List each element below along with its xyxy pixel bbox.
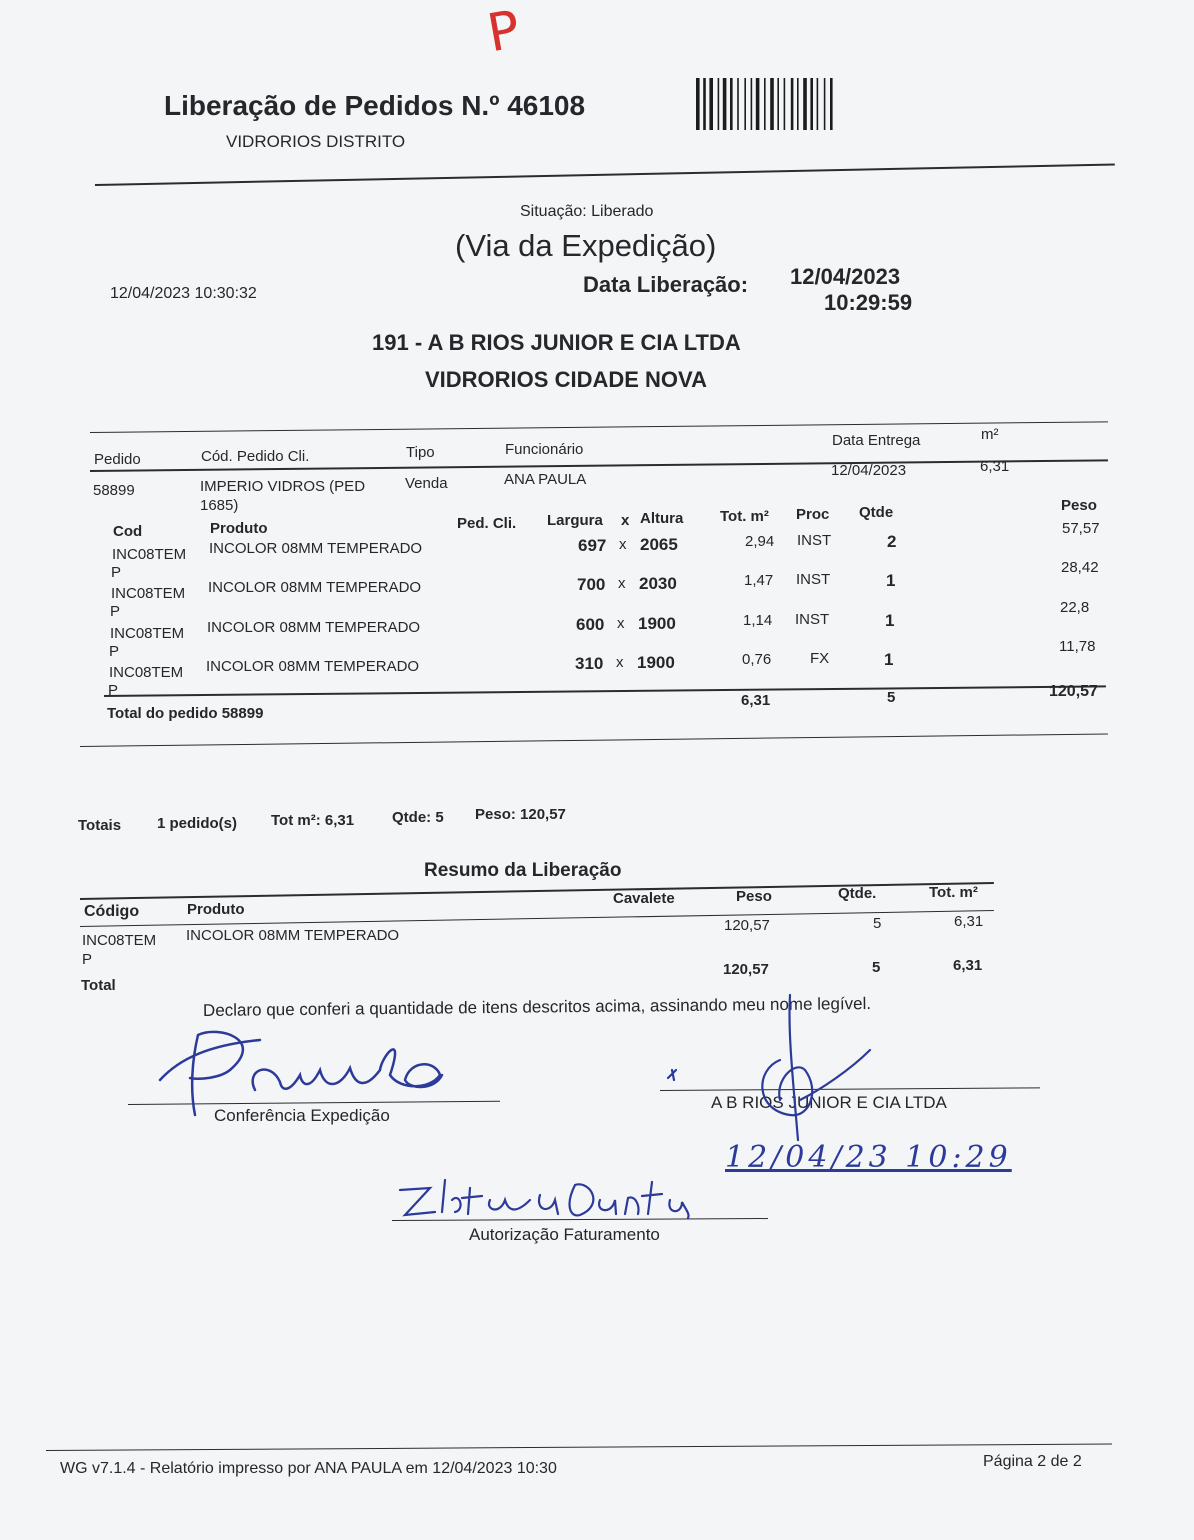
item-width: 697 <box>578 536 607 555</box>
item-code: INC08TEM <box>112 546 187 563</box>
order-client-code-1: IMPERIO VIDROS (PED <box>200 478 366 495</box>
item-area: 1,14 <box>743 612 773 629</box>
item-code-suffix: P <box>111 564 122 581</box>
totals-orders: 1 pedido(s) <box>157 815 238 832</box>
item-width: 310 <box>575 654 604 673</box>
item-weight: 28,42 <box>1061 559 1099 576</box>
summary-col-qtde: Qtde. <box>838 885 877 902</box>
items-col-x: x <box>621 512 630 529</box>
item-process: INST <box>797 532 832 549</box>
release-date: 12/04/2023 <box>790 264 901 289</box>
summary-row-weight: 120,57 <box>724 917 770 934</box>
order-total-line <box>104 685 1106 697</box>
items-col-largura: Largura <box>547 512 603 529</box>
branch-name: VIDRORIOS DISTRITO <box>226 132 406 151</box>
item-qty: 1 <box>884 650 894 669</box>
order-total-label: Total do pedido 58899 <box>107 705 264 722</box>
totals-weight: Peso: 120,57 <box>475 806 566 823</box>
item-x: x <box>618 575 626 592</box>
items-col-peso: Peso <box>1061 497 1097 514</box>
summary-title: Resumo da Liberação <box>424 860 622 881</box>
item-height: 1900 <box>637 653 675 672</box>
order-m2: 6,31 <box>980 458 1010 475</box>
item-process: INST <box>796 571 831 588</box>
items-col-cod: Cod <box>113 523 143 540</box>
item-product: INCOLOR 08MM TEMPERADO <box>208 579 422 596</box>
footer-line <box>46 1443 1112 1451</box>
col-data-entrega: Data Entrega <box>832 432 921 449</box>
item-code-suffix: P <box>109 643 120 660</box>
items-col-altura: Altura <box>640 510 684 527</box>
order-delivery-date: 12/04/2023 <box>831 462 907 479</box>
item-weight: 11,78 <box>1059 638 1096 655</box>
items-col-produto: Produto <box>210 520 268 537</box>
summary-total-qtde: 5 <box>872 959 881 976</box>
signature-client <box>660 990 890 1150</box>
release-time: 10:29:59 <box>824 290 913 315</box>
item-weight: 22,8 <box>1060 599 1090 616</box>
copy-type: (Via da Expedição) <box>455 228 717 263</box>
item-area: 0,76 <box>742 651 772 668</box>
col-funcionario: Funcionário <box>505 441 584 458</box>
status-text: Situação: Liberado <box>520 203 654 220</box>
item-product: INCOLOR 08MM TEMPERADO <box>207 619 421 636</box>
page-title: Liberação de Pedidos N.º 46108 <box>164 90 586 121</box>
client-branch: VIDRORIOS CIDADE NOVA <box>425 367 707 392</box>
item-area: 2,94 <box>745 533 775 550</box>
summary-col-tot-m2: Tot. m² <box>929 884 978 901</box>
item-x: x <box>619 536 627 553</box>
item-x: x <box>617 615 625 632</box>
col-pedido: Pedido <box>94 451 141 468</box>
col-cod-pedido-cli: Cód. Pedido Cli. <box>201 448 310 465</box>
signature-paulo <box>150 1020 460 1120</box>
item-qty: 1 <box>885 611 895 630</box>
summary-col-produto: Produto <box>187 901 245 918</box>
order-top-line <box>90 421 1108 433</box>
order-type: Venda <box>405 475 448 492</box>
summary-row-qtde: 5 <box>873 915 882 932</box>
item-width: 700 <box>577 575 606 594</box>
handwritten-date: 12/04/23 10:29 <box>725 1140 1012 1175</box>
item-height: 2030 <box>639 574 677 593</box>
item-process: INST <box>795 611 830 628</box>
summary-col-codigo: Código <box>84 903 140 920</box>
summary-row-code-1: INC08TEM <box>82 932 157 949</box>
client-name: 191 - A B RIOS JUNIOR E CIA LTDA <box>372 330 741 355</box>
item-code: INC08TEM <box>110 625 185 642</box>
summary-col-cavalete: Cavalete <box>613 890 675 907</box>
item-height: 1900 <box>638 614 676 633</box>
signature-label-expedicao: Conferência Expedição <box>214 1106 390 1125</box>
items-col-tot-m2: Tot. m² <box>720 508 769 525</box>
signature-label-client: A B RIOS JUNIOR E CIA LTDA <box>711 1093 947 1112</box>
summary-row-product: INCOLOR 08MM TEMPERADO <box>186 927 400 944</box>
footer-print-info: WG v7.1.4 - Relatório impresso por ANA PAULA em 12/04/2023 10:30 <box>60 1460 557 1477</box>
order-employee: ANA PAULA <box>504 471 587 488</box>
order-number: 58899 <box>93 482 135 499</box>
totals-label: Totais <box>78 817 122 834</box>
item-weight: 57,57 <box>1062 520 1100 537</box>
totals-qtde: Qtde: 5 <box>392 809 444 826</box>
order-bottom-line <box>80 733 1108 747</box>
items-col-proc: Proc <box>796 506 830 523</box>
print-datetime: 12/04/2023 10:30:32 <box>110 285 257 302</box>
items-col-qtde: Qtde <box>859 504 894 521</box>
order-total-peso: 120,57 <box>1049 683 1098 700</box>
totals-m2: Tot m²: 6,31 <box>271 812 355 829</box>
summary-total-label: Total <box>81 977 116 994</box>
summary-row-m2: 6,31 <box>954 913 984 930</box>
item-area: 1,47 <box>744 572 774 589</box>
col-m2: m² <box>981 426 999 443</box>
summary-total-m2: 6,31 <box>953 957 983 974</box>
signature-label-faturamento: Autorização Faturamento <box>469 1225 660 1244</box>
header-divider <box>95 164 1115 186</box>
summary-row-code-2: P <box>82 951 93 968</box>
declaration-text: Declaro que conferi a quantidade de itens descritos acima, assinando meu nome legível. <box>202 994 872 1020</box>
page-number: Página 2 de 2 <box>983 1453 1082 1470</box>
marker-p: P <box>483 0 525 65</box>
item-code: INC08TEM <box>109 664 184 681</box>
order-total-m2: 6,31 <box>741 692 771 709</box>
barcode <box>696 78 878 130</box>
summary-col-peso: Peso <box>736 888 772 905</box>
item-code-suffix: P <box>110 603 121 620</box>
order-total-qtde: 5 <box>887 689 896 706</box>
item-process: FX <box>810 650 830 667</box>
item-width: 600 <box>576 615 605 634</box>
item-qty: 2 <box>887 532 897 551</box>
item-height: 2065 <box>640 535 678 554</box>
summary-total-weight: 120,57 <box>723 961 769 978</box>
col-tipo: Tipo <box>406 444 435 461</box>
item-product: INCOLOR 08MM TEMPERADO <box>209 540 423 557</box>
items-col-ped-cli: Ped. Cli. <box>457 515 517 532</box>
item-x: x <box>616 654 624 671</box>
item-code: INC08TEM <box>111 585 186 602</box>
item-code-suffix: P <box>108 682 119 699</box>
signature-vitoria <box>390 1170 690 1230</box>
release-date-label: Data Liberação: <box>583 272 749 297</box>
item-qty: 1 <box>886 571 896 590</box>
item-product: INCOLOR 08MM TEMPERADO <box>206 658 420 675</box>
order-client-code-2: 1685) <box>200 497 239 514</box>
